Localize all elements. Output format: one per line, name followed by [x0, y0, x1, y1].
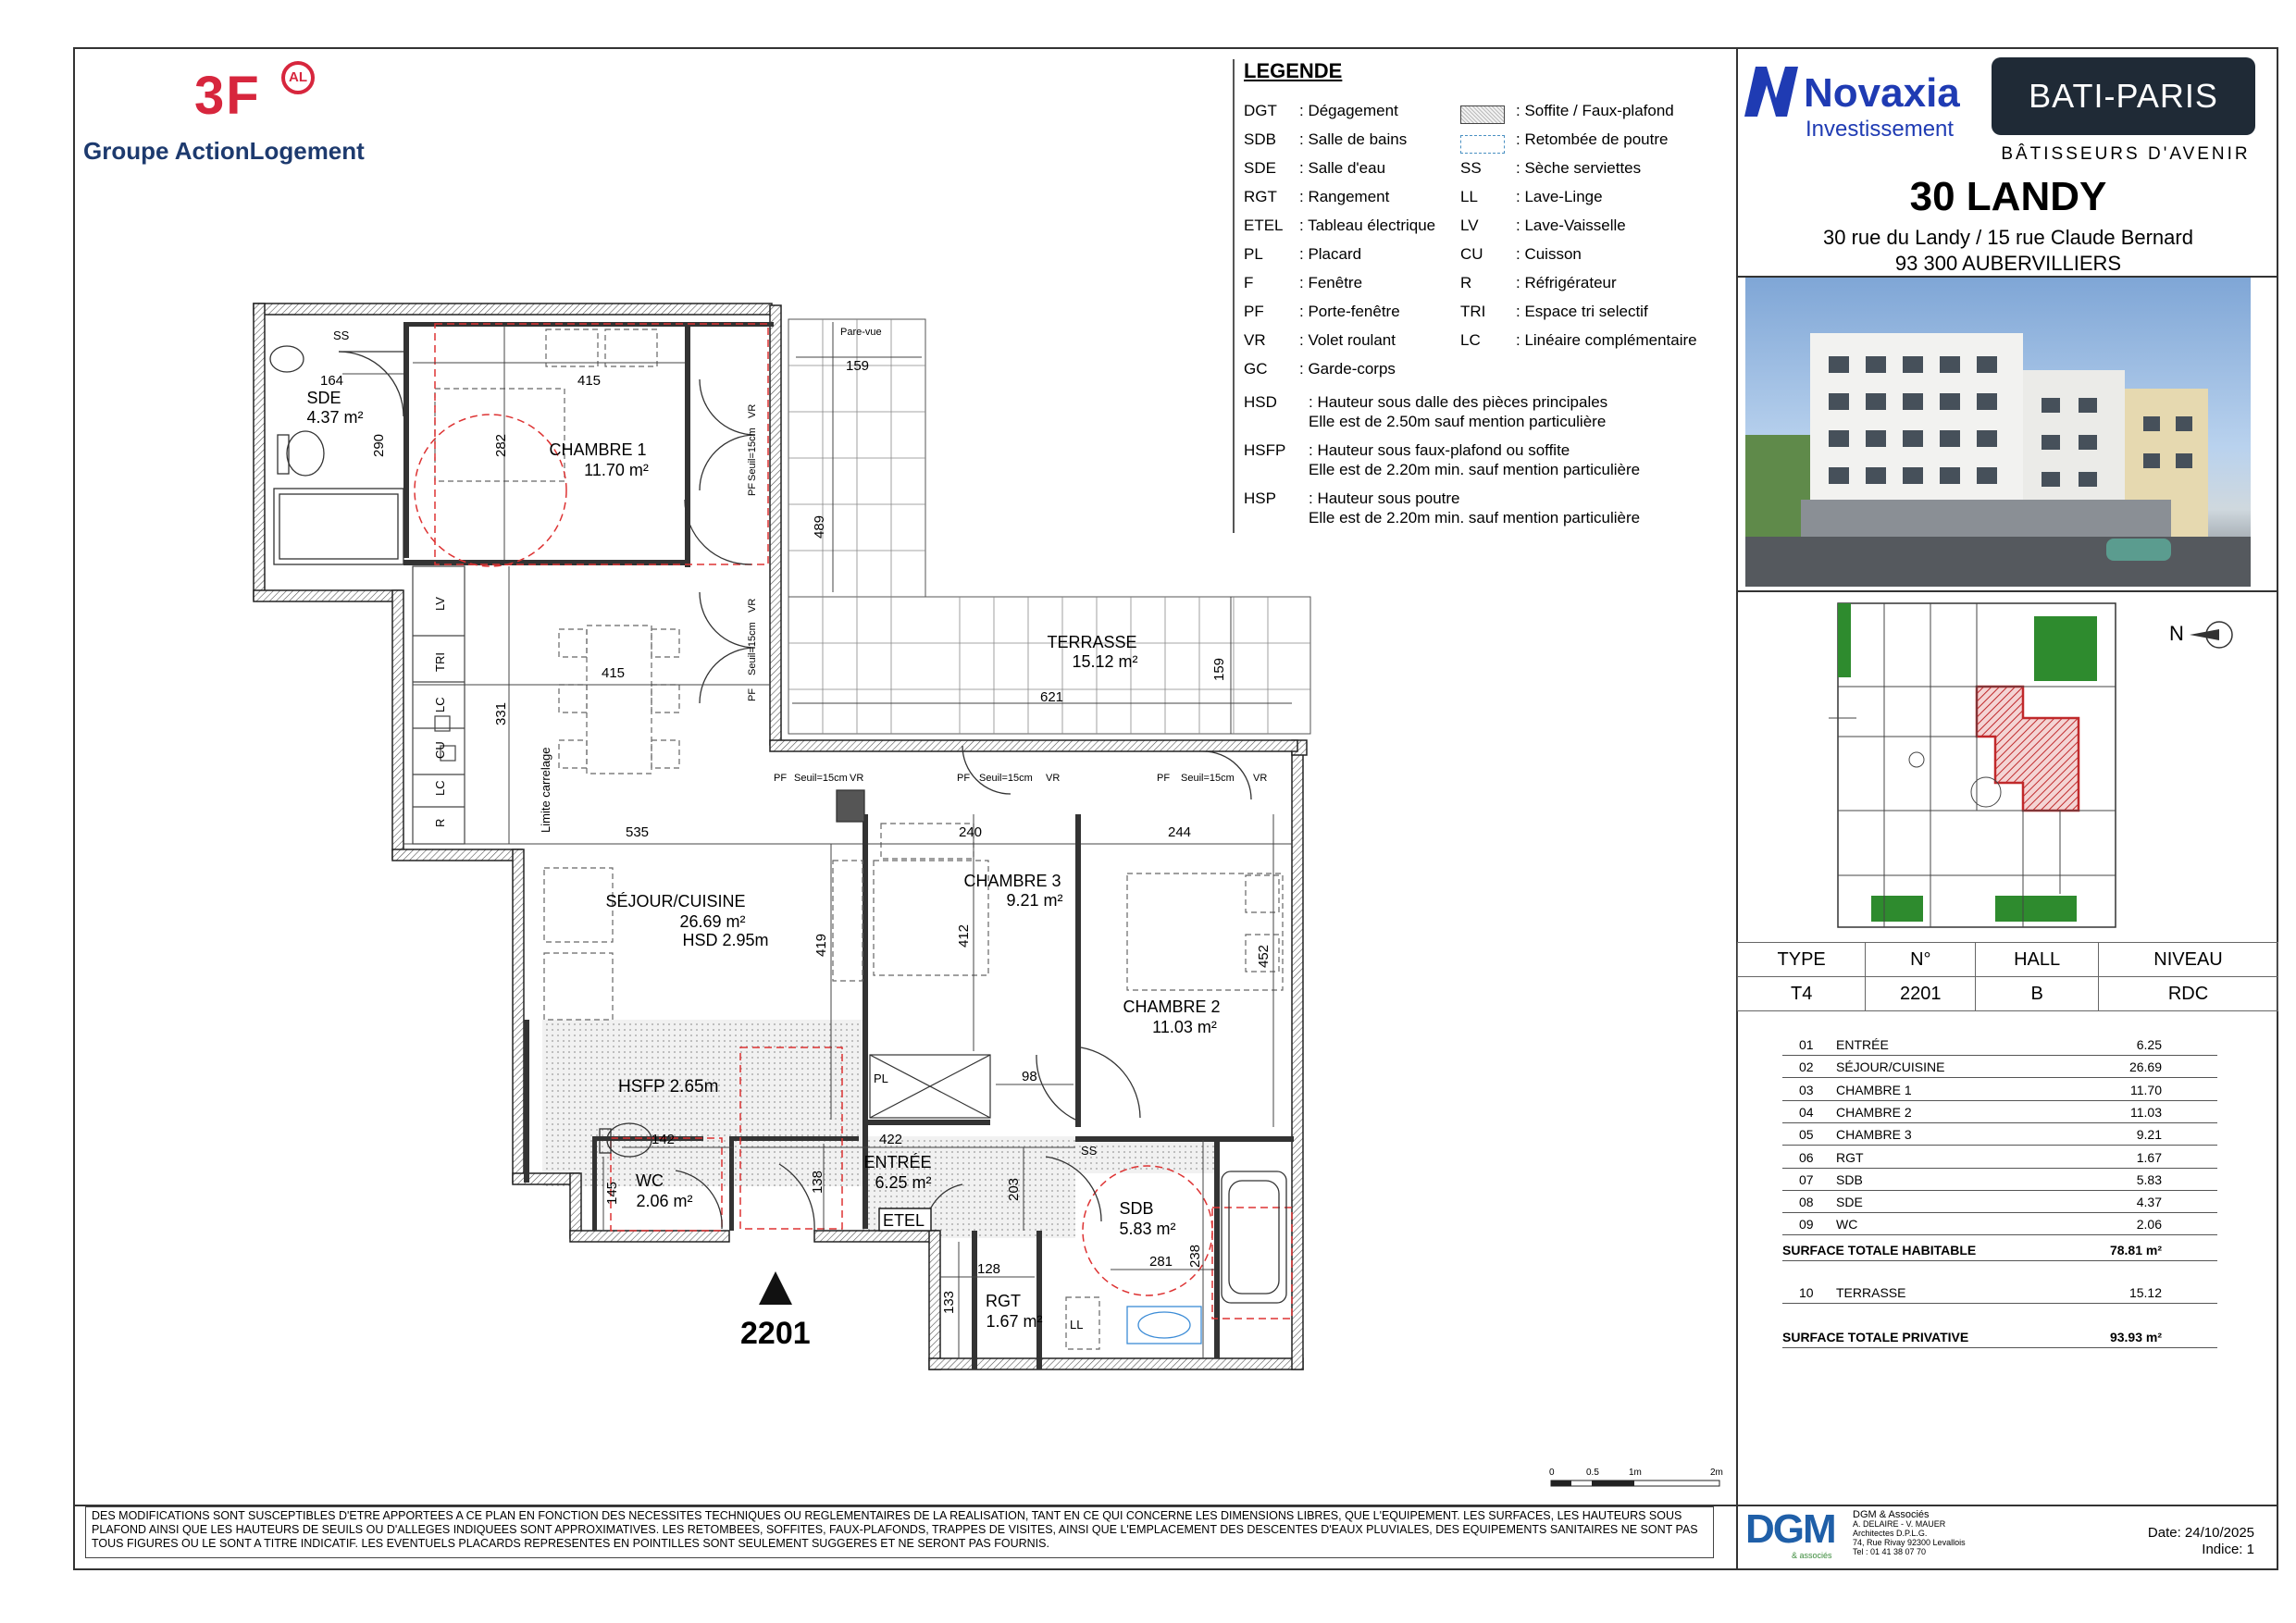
fixture-r: R [433, 818, 447, 827]
3f-logo-subtitle: Groupe ActionLogement [83, 137, 365, 165]
room-terrasse-name: TERRASSE [1047, 633, 1137, 651]
fixture-lc-1: LC [433, 697, 447, 712]
dim-535: 535 [626, 824, 650, 840]
opening-pf-4: PF [957, 773, 971, 784]
novaxia-name: Novaxia [1804, 70, 1960, 116]
architect-line3: 74, Rue Rivay 92300 Levallois [1853, 1538, 1966, 1547]
dim-159-a: 159 [846, 358, 870, 374]
room-sde-name: SDE [306, 389, 341, 407]
surface-row [1782, 1057, 2217, 1078]
legend-abbr: LV [1460, 217, 1479, 234]
surface-area: 26.69 [2128, 1059, 2162, 1075]
dim-203: 203 [1006, 1177, 1022, 1201]
dim-412: 412 [956, 923, 972, 948]
opening-pf-5: PF [1157, 773, 1171, 784]
compass-n: N [2169, 622, 2184, 645]
surface-row [1782, 1124, 2217, 1146]
info-header-niveau: NIVEAU [2099, 943, 2278, 977]
info-header-number: N° [1866, 943, 1976, 977]
scale-bar [1549, 1468, 1723, 1486]
opening-vr-3: VR [850, 773, 864, 784]
legend-line2: Elle est de 2.20m min. sauf mention particulière [1309, 509, 1641, 527]
scale-tick-1m: 1m [1629, 1468, 1642, 1478]
surface-area: 2.06 [2136, 1217, 2162, 1233]
room-wc-area: 2.06 m² [636, 1192, 693, 1210]
room-sejour-name: SÉJOUR/CUISINE [605, 892, 746, 911]
key-plan [1829, 598, 2134, 935]
legend-abbr: CU [1460, 245, 1483, 263]
legend-line1: : Hauteur sous faux-plafond ou soffite [1309, 441, 1570, 459]
legend-abbr: HSFP [1244, 441, 1286, 459]
surface-name: CHAMBRE 3 [1836, 1127, 1912, 1143]
compass [2169, 618, 2243, 655]
architect-line2: Architectes D.P.L.G. [1853, 1529, 1928, 1538]
fixture-cu: CU [433, 741, 447, 759]
room-sde-area: 4.37 m² [306, 408, 364, 427]
room-sdb-name: SDB [1119, 1199, 1154, 1218]
legend-abbr: DGT [1244, 102, 1277, 119]
room-chambre2-area: 11.03 m² [1152, 1018, 1217, 1036]
legend-text: : Rangement [1299, 188, 1390, 205]
surface-area: 6.25 [2136, 1037, 2162, 1052]
footer-right-divider [1736, 1505, 1738, 1570]
room-terrasse-area: 15.12 m² [1072, 652, 1138, 671]
legend-abbr: ETEL [1244, 217, 1284, 234]
dim-98: 98 [1022, 1069, 1037, 1084]
surface-num: 10 [1799, 1285, 1814, 1300]
opening-vr-1: VR [747, 403, 758, 418]
opening-seuil-2: Seuil=15cm [747, 622, 758, 675]
opening-seuil-3: Seuil=15cm [794, 773, 848, 784]
architect-name: DGM & Associés [1853, 1509, 1930, 1520]
legend-text: : Fenêtre [1299, 274, 1363, 291]
architect-line1: A. DELAIRE - V. MAUER [1853, 1519, 1946, 1529]
surface-name: SDE [1836, 1195, 1863, 1210]
fixture-ss-sdb: SS [1081, 1144, 1098, 1158]
legend-abbr: R [1460, 274, 1472, 291]
novaxia-sub: Investissement [1806, 117, 1955, 142]
opening-vr-4: VR [1046, 773, 1061, 784]
dgm-sub: & associés [1792, 1551, 1832, 1560]
project-title: 30 LANDY [1909, 174, 2107, 219]
legend-text: : Retombée de poutre [1516, 130, 1669, 148]
surface-total-habitable [1782, 1240, 2217, 1261]
legend-text: : Dégagement [1299, 102, 1398, 119]
surface-row [1782, 1080, 2217, 1101]
legend-line1: : Hauteur sous dalle des pièces principales [1309, 393, 1608, 411]
dim-282: 282 [493, 433, 509, 457]
opening-seuil-1: Seuil=15cm [747, 427, 758, 481]
legend-title: LEGENDE [1244, 59, 1343, 82]
surface-total-privative [1782, 1327, 2217, 1348]
legend-text: : Cuisson [1516, 245, 1582, 263]
legend-abbr: SDE [1244, 159, 1276, 177]
legend-abbr: VR [1244, 331, 1266, 349]
legend-abbr: HSP [1244, 489, 1276, 507]
disclaimer: DES MODIFICATIONS SONT SUSCEPTIBLES D'ETRE APPORTEES A CE PLAN EN FONCTION DES NECESSITES TECHNIQUES OU REGLEMENTAIRES DE LA REALISATION, TANT EN CE QUI CONCERNE LES DIMENSIONS LIBRES, QUE L'EQUIPEMENT. LES SURFACES, LES HAUTEURS SOUS PLAFOND AINSI QUE LES HAUTEURS DE SEUILS OU D'ALLEGES INDIQUEES SONT APPROXIMATIVES. LES RETOMBEES, SOFFITES, FAUX-PLAFONDS, TRAPPES DE VISITES, AINSI QUE L'EMPLACEMENT DES DESCENTES D'EAUX PLUVIALES, DES EQUIPEMENTS SANITAIRES NE SONT PAS TOUS FIGURES OU LE SONT A TITRE INDICATIF. LES EVENTUELS PLACARDS REPRESENTES EN POINTILLES SONT SEULEMENT SUGGERES ET NE SERONT PAS FOURNIS. [85, 1506, 1714, 1558]
bati-paris-logo: BATI-PARIS [1992, 57, 2255, 135]
surface-row-terrace [1782, 1282, 2217, 1304]
fixture-ss-sde: SS [333, 328, 350, 342]
limite-carrelage: Limite carrelage [539, 747, 552, 833]
surface-num: 04 [1799, 1104, 1814, 1120]
novaxia-logo [1744, 63, 1985, 146]
hsfp-label: HSFP 2.65m [618, 1077, 719, 1096]
surface-name: CHAMBRE 2 [1836, 1104, 1912, 1120]
dim-290: 290 [371, 433, 387, 457]
building-rendering [1745, 278, 2251, 587]
info-header-hall: HALL [1976, 943, 2099, 977]
rendering-divider [1736, 590, 2278, 592]
legend-text: : Linéaire complémentaire [1516, 331, 1697, 349]
dim-452: 452 [1256, 944, 1272, 968]
room-entree-name: ENTRÉE [863, 1153, 932, 1171]
surface-area: 4.37 [2136, 1195, 2162, 1210]
room-rgt-area: 1.67 m² [986, 1312, 1043, 1331]
surface-row [1782, 1147, 2217, 1169]
legend-abbr: HSD [1244, 393, 1277, 411]
architect-info [1853, 1510, 1966, 1556]
surface-name: RGT [1836, 1149, 1864, 1165]
etel-label: ETEL [883, 1211, 925, 1230]
dim-238: 238 [1187, 1244, 1203, 1268]
legend-abbr: PL [1244, 245, 1263, 263]
dim-145: 145 [604, 1181, 620, 1205]
dim-331: 331 [493, 701, 509, 725]
fixture-lv: LV [433, 597, 447, 611]
dim-415-a: 415 [577, 373, 602, 389]
surface-name: WC [1836, 1217, 1858, 1233]
opening-vr-2: VR [747, 598, 758, 613]
room-chambre3-name: CHAMBRE 3 [963, 872, 1061, 890]
doc-indice: Indice: 1 [2202, 1542, 2254, 1557]
dgm-letters: DGM [1745, 1506, 1835, 1552]
opening-pf-1: PF [747, 482, 758, 496]
legend-line1: : Hauteur sous poutre [1309, 489, 1460, 507]
dim-159-b: 159 [1211, 657, 1227, 681]
surface-num: 05 [1799, 1127, 1814, 1143]
opening-pf-3: PF [774, 773, 788, 784]
surface-area: 1.67 [2136, 1149, 2162, 1165]
surface-area: 5.83 [2136, 1171, 2162, 1187]
legend-text: : Espace tri selectif [1516, 303, 1648, 320]
dim-133: 133 [941, 1290, 957, 1314]
surface-name: SDB [1836, 1171, 1863, 1187]
dim-138: 138 [810, 1170, 825, 1194]
legend-abbr: GC [1244, 360, 1268, 378]
dim-142: 142 [652, 1132, 676, 1147]
legend-text: : Volet roulant [1299, 331, 1396, 349]
legend-abbr: SDB [1244, 130, 1276, 148]
surface-total-priv-label: SURFACE TOTALE PRIVATIVE [1782, 1330, 1969, 1344]
surface-name: TERRASSE [1836, 1285, 1906, 1300]
info-value-number: 2201 [1866, 977, 1976, 1011]
surface-row [1782, 1102, 2217, 1123]
legend-text: : Salle d'eau [1299, 159, 1386, 177]
opening-pf-2: PF [747, 688, 758, 701]
info-value-type: T4 [1738, 977, 1866, 1011]
room-rgt-name: RGT [986, 1292, 1021, 1310]
legend-text: : Réfrigérateur [1516, 274, 1617, 291]
novaxia-n-icon [1744, 67, 1798, 117]
surface-area: 9.21 [2136, 1127, 2162, 1143]
doc-date: Date: 24/10/2025 [2147, 1525, 2254, 1541]
legend-text: : Porte-fenêtre [1299, 303, 1400, 320]
fixture-lc-2: LC [433, 780, 447, 796]
room-chambre1-area: 11.70 m² [584, 461, 649, 479]
legend-abbr: F [1244, 274, 1254, 291]
dim-489: 489 [812, 514, 827, 539]
legend-abbr: SS [1460, 159, 1482, 177]
legend-abbr: LC [1460, 331, 1481, 349]
surface-name: CHAMBRE 1 [1836, 1082, 1912, 1097]
3f-logo-letters: 3F [194, 66, 261, 126]
legend-text: : Soffite / Faux-plafond [1516, 102, 1674, 119]
dim-240: 240 [959, 824, 983, 840]
scale-tick-05: 0.5 [1586, 1468, 1599, 1478]
legend-text: : Tableau électrique [1299, 217, 1436, 234]
surface-num: 06 [1799, 1149, 1814, 1165]
surface-total-priv-value: 93.93 m² [2109, 1330, 2162, 1344]
info-header-type: TYPE [1738, 943, 1866, 977]
surface-num: 03 [1799, 1082, 1814, 1097]
legend-text: : Sèche serviettes [1516, 159, 1642, 177]
dim-422: 422 [879, 1132, 903, 1147]
dim-244: 244 [1168, 824, 1192, 840]
scale-tick-0: 0 [1549, 1468, 1555, 1478]
north-arrow-icon [2186, 618, 2241, 651]
project-address-2: 93 300 AUBERVILLIERS [1894, 252, 2122, 275]
legend-text: : Lave-Linge [1516, 188, 1603, 205]
apartment-number: 2201 [740, 1316, 811, 1351]
room-sejour-area: 26.69 m² [679, 912, 746, 931]
surface-total-hab-value: 78.81 m² [2109, 1243, 2162, 1258]
dim-164: 164 [320, 373, 344, 389]
dgm-logo [1745, 1506, 1847, 1564]
legend-text: : Salle de bains [1299, 130, 1408, 148]
dim-419: 419 [813, 933, 829, 957]
legend-line2: Elle est de 2.50m sauf mention particulière [1309, 413, 1607, 430]
dim-128: 128 [977, 1261, 1001, 1277]
fixture-tri: TRI [433, 652, 447, 672]
architect-line4: Tel : 01 41 38 07 70 [1853, 1547, 1927, 1556]
legend-text: : Garde-corps [1299, 360, 1396, 378]
surface-name: ENTRÉE [1836, 1037, 1889, 1052]
surface-num: 08 [1799, 1195, 1814, 1210]
opening-seuil-4: Seuil=15cm [979, 773, 1033, 784]
scale-tick-2m: 2m [1710, 1468, 1723, 1478]
fixture-pl: PL [874, 1072, 888, 1085]
surface-name: SÉJOUR/CUISINE [1836, 1059, 1945, 1075]
surface-total-hab-label: SURFACE TOTALE HABITABLE [1782, 1243, 1977, 1258]
surface-row [1782, 1035, 2217, 1056]
surface-row [1782, 1170, 2217, 1191]
legend-abbr: PF [1244, 303, 1264, 320]
pare-vue: Pare-vue [840, 327, 882, 338]
surface-area: 15.12 [2128, 1285, 2162, 1300]
info-value-niveau: RDC [2099, 977, 2278, 1011]
dim-621: 621 [1040, 689, 1064, 705]
surface-num: 09 [1799, 1217, 1814, 1233]
info-table [1737, 942, 2278, 1011]
surface-area: 11.70 [2130, 1082, 2162, 1097]
al-badge: AL [281, 61, 315, 94]
room-sejour-extra: HSD 2.95m [682, 931, 769, 949]
surface-row [1782, 1214, 2217, 1235]
room-sdb-area: 5.83 m² [1119, 1220, 1176, 1238]
legend-text: : Placard [1299, 245, 1362, 263]
legend-abbr: TRI [1460, 303, 1486, 320]
legend-abbr: RGT [1244, 188, 1277, 205]
surface-row [1782, 1192, 2217, 1213]
dim-281: 281 [1149, 1254, 1173, 1270]
room-entree-area: 6.25 m² [875, 1173, 932, 1192]
opening-vr-5: VR [1253, 773, 1268, 784]
surface-num: 02 [1799, 1059, 1814, 1075]
fixture-ll: LL [1070, 1318, 1084, 1332]
surface-area: 11.03 [2130, 1104, 2162, 1120]
surface-num: 01 [1799, 1037, 1814, 1052]
room-chambre2-name: CHAMBRE 2 [1123, 997, 1221, 1016]
legend-abbr: LL [1460, 188, 1478, 205]
project-address-1: 30 rue du Landy / 15 rue Claude Bernard [1823, 226, 2193, 249]
info-value-hall: B [1976, 977, 2099, 1011]
surface-num: 07 [1799, 1171, 1814, 1187]
room-wc-name: WC [636, 1171, 664, 1190]
room-chambre3-area: 9.21 m² [1006, 891, 1063, 910]
bati-paris-tagline: BÂTISSEURS D'AVENIR [2001, 144, 2251, 164]
dim-415-b: 415 [602, 665, 626, 681]
room-chambre1-name: CHAMBRE 1 [549, 440, 647, 459]
opening-seuil-5: Seuil=15cm [1181, 773, 1235, 784]
legend-text: : Lave-Vaisselle [1516, 217, 1626, 234]
legend-line2: Elle est de 2.20m min. sauf mention particulière [1309, 461, 1641, 478]
